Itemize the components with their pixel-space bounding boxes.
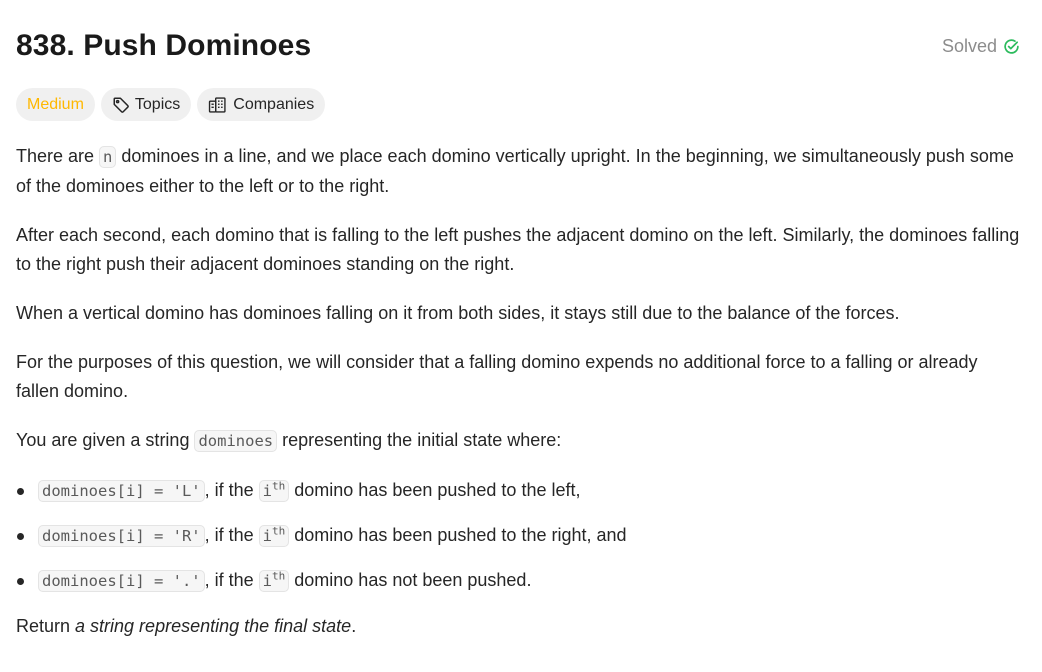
building-icon [208, 96, 228, 114]
paragraph-intro: There are n dominoes in a line, and we place each domino vertically upright. In the beginning, we simultaneously push some of the dominoes either to the left or to the right. [16, 146, 1014, 196]
paragraph-force: For the purposes of this question, we will consider that a falling domino expends no additional force to a falling or already fallen domino. [16, 352, 978, 401]
problem-title[interactable]: 838. Push Dominoes [16, 29, 312, 62]
list-item: dominoes[i] = 'L' , if the $i^{th}$ domino has been pushed to the left, [16, 476, 1024, 506]
inline-code-i: $i^{th}$ [259, 480, 290, 502]
paragraph-balance: When a vertical domino has dominoes falling on it from both sides, it stays still due to the balance of the forces. [16, 303, 900, 323]
inline-code-state-dot: dominoes[i] = '.' [38, 570, 205, 592]
solved-status [942, 36, 1020, 57]
topics-button[interactable] [101, 88, 191, 121]
inline-code-state-r: dominoes[i] = 'R' [38, 525, 205, 547]
topics-label: Topics [134, 95, 181, 113]
inline-code-state-l: dominoes[i] = 'L' [38, 480, 205, 502]
check-circle-icon [1003, 38, 1020, 55]
tag-icon [112, 96, 130, 114]
solved-label: Solved [941, 35, 997, 56]
list-item: dominoes[i] = 'R' , if the $i^{th}$ domino has been pushed to the right, and [16, 521, 1024, 551]
paragraph-return: Return a string representing the final state. [16, 616, 357, 636]
tag-row [16, 88, 325, 121]
companies-button[interactable] [197, 88, 325, 121]
inline-code-n: n [99, 146, 116, 168]
difficulty-badge: Medium [16, 88, 95, 121]
inline-code-i: $i^{th}$ [259, 570, 290, 592]
paragraph-left-push: After each second, each domino that is falling to the left pushes the adjacent domino on the left. Similarly, the dominoes falling to the right push their adjacent dominoes standing on the right. [16, 225, 1020, 274]
title-row [16, 26, 1020, 66]
list-item: dominoes[i] = '.' , if the $i^{th}$ domino has not been pushed. [16, 566, 1024, 596]
inline-code-dominoes: dominoes [194, 430, 277, 452]
companies-label: Companies [233, 95, 315, 113]
paragraph-given: You are given a string dominoes representing the initial state where: [16, 430, 562, 450]
state-list [16, 476, 1024, 596]
problem-description [16, 142, 1024, 661]
inline-code-i: $i^{th}$ [259, 525, 290, 547]
